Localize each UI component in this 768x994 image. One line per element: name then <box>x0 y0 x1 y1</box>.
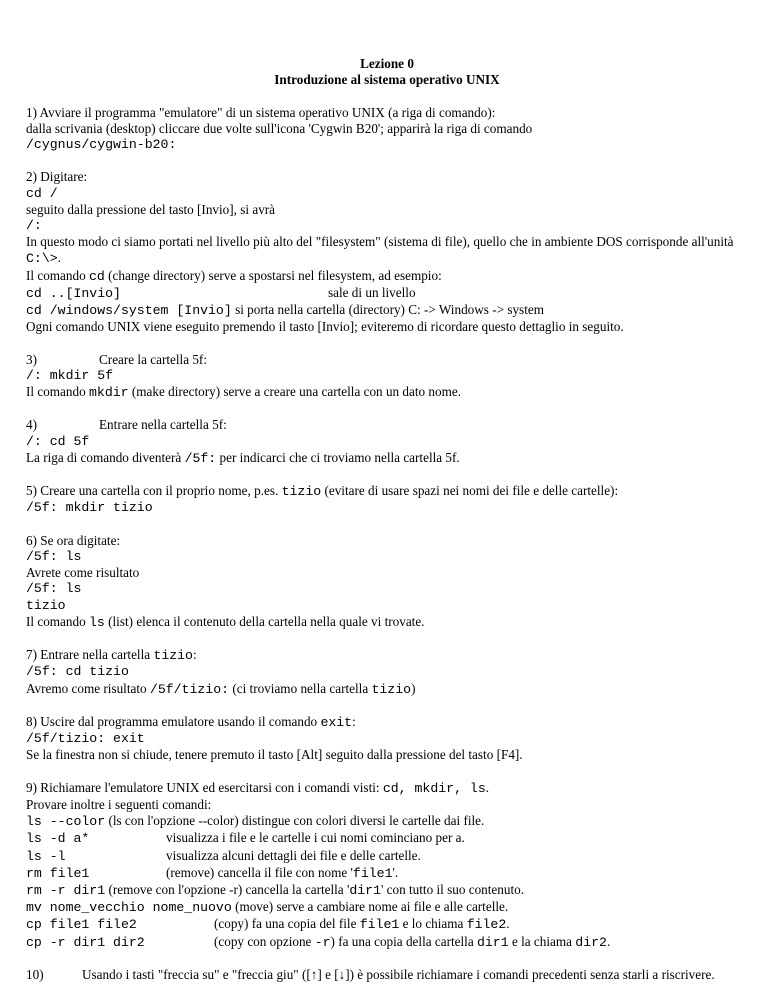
step-2-text-3: Il comando cd (change directory) serve a spostarsi nel filesystem, ad esempio: <box>26 267 442 284</box>
step-2-text-2: In questo modo ci siamo portati nel livello più alto del "filesystem" (sistema di file), quello che in ambiente DOS corrisponde all'unità C:\>. <box>26 234 734 267</box>
step-1-heading: 1) Avviare il programma "emulatore" di un sistema operativo UNIX (a riga di comando): <box>26 104 496 120</box>
command-row-rm: rm file1 (remove) cancella il file con nome 'file1'. <box>26 864 399 881</box>
step-4-heading: 4) Entrare nella cartella 5f: <box>26 417 227 433</box>
step-8-text: Se la finestra non si chiude, tenere premuto il tasto [Alt] seguito dalla pressione del tasto [F4]. <box>26 747 523 763</box>
step-9-text: Provare inoltre i seguenti comandi: <box>26 797 212 812</box>
step-6-text-2: Il comando ls (list) elenca il contenuto della cartella nella quale vi trovate. <box>26 613 425 630</box>
step-2-heading: 2) Digitare: <box>26 169 88 185</box>
command-row-rm-r: rm -r dir1 (remove con l'opzione -r) cancella la cartella 'dir1' con tutto il suo contenuto. <box>26 882 525 899</box>
step-7-command: /5f: cd tizio <box>26 664 129 680</box>
step-8-command: /5f/tizio: exit <box>26 731 145 747</box>
step-2-text-1: seguito dalla pressione del tasto [Invio], si avrà <box>26 201 276 217</box>
arrow-down-icon: ↓ <box>338 967 346 983</box>
step-3-text: Il comando mkdir (make directory) serve a creare una cartella con un dato nome. <box>26 384 462 401</box>
step-6-text-1: Avrete come risultato <box>26 565 140 581</box>
document-page <box>26 56 748 983</box>
command-row-ls-l: ls -l visualizza alcuni dettagli dei file e delle cartelle. <box>26 847 421 864</box>
step-9-heading: 9) Richiamare l'emulatore UNIX ed esercitarsi con i comandi visti: cd, mkdir, ls. <box>26 779 490 796</box>
step-6-command-1: /5f: ls <box>26 549 82 564</box>
step-3-command: /: mkdir 5f <box>26 367 114 383</box>
step-7-text: Avremo come risultato /5f/tizio: (ci troviamo nella cartella tizio) <box>26 680 416 697</box>
step-2-command: cd / <box>26 185 58 201</box>
step-10-text: 10) Usando i tasti "freccia su" e "freccia giu" ([↑] e [↓]) è possibile richiamare i comandi precedenti senza starli a riscrivere. <box>26 967 715 983</box>
command-row-mv: mv nome_vecchio nome_nuovo (move) serve a cambiare nome ai file e alle cartelle. <box>26 899 509 916</box>
step-8-heading: 8) Uscire dal programma emulatore usando il comando exit: <box>26 714 356 730</box>
step-3-heading: 3) Creare la cartella 5f: <box>26 351 207 367</box>
step-5-heading: 5) Creare una cartella con il proprio nome, p.es. tizio (evitare di usare spazi nei nomi dei file e delle cartelle): <box>26 483 619 500</box>
arrow-up-icon: ↑ <box>310 967 318 983</box>
step-6-command-2: /5f: ls <box>26 581 82 597</box>
step-4-text: La riga di comando diventerà /5f: per indicarci che ci troviamo nella cartella 5f. <box>26 449 460 466</box>
command-row-cp: cp file1 file2 (copy) fa una copia del file file1 e lo chiama file2. <box>26 916 510 933</box>
step-2-prompt: /: <box>26 218 42 233</box>
command-row-ls-color: ls --color (ls con l'opzione --color) distingue con colori diversi le cartelle dai file. <box>26 813 485 830</box>
step-2-example-1: cd ..[Invio] sale di un livello <box>26 284 416 301</box>
step-2-text-4: Ogni comando UNIX viene eseguito premendo il tasto [Invio]; eviteremo di ricordare questo dettaglio in seguito. <box>26 319 624 335</box>
inline-code: C:\> <box>26 251 58 267</box>
step-6-heading: 6) Se ora digitate: <box>26 532 121 548</box>
step-5-command: /5f: mkdir tizio <box>26 500 153 516</box>
document-title: Lezione 0 <box>360 56 414 71</box>
command-row-cp-r: cp -r dir1 dir2 (copy con opzione -r) fa una copia della cartella dir1 e la chiama dir2. <box>26 933 611 950</box>
document-subtitle: Introduzione al sistema operativo UNIX <box>274 72 500 88</box>
command-row-ls-d: ls -d a* visualizza i file e le cartelle i cui nomi cominciano per a. <box>26 830 465 847</box>
step-2-example-2: cd /windows/system [Invio] si porta nella cartella (directory) C: -> Windows -> system <box>26 302 544 319</box>
step-1-text: dalla scrivania (desktop) cliccare due volte sull'icona 'Cygwin B20'; apparirà la riga di comando <box>26 120 533 136</box>
step-7-heading: 7) Entrare nella cartella tizio: <box>26 647 197 664</box>
step-1-path: /cygnus/cygwin-b20: <box>26 137 177 152</box>
step-6-output: tizio <box>26 597 66 613</box>
step-4-command: /: cd 5f <box>26 433 90 449</box>
inline-code: cd <box>89 268 105 284</box>
